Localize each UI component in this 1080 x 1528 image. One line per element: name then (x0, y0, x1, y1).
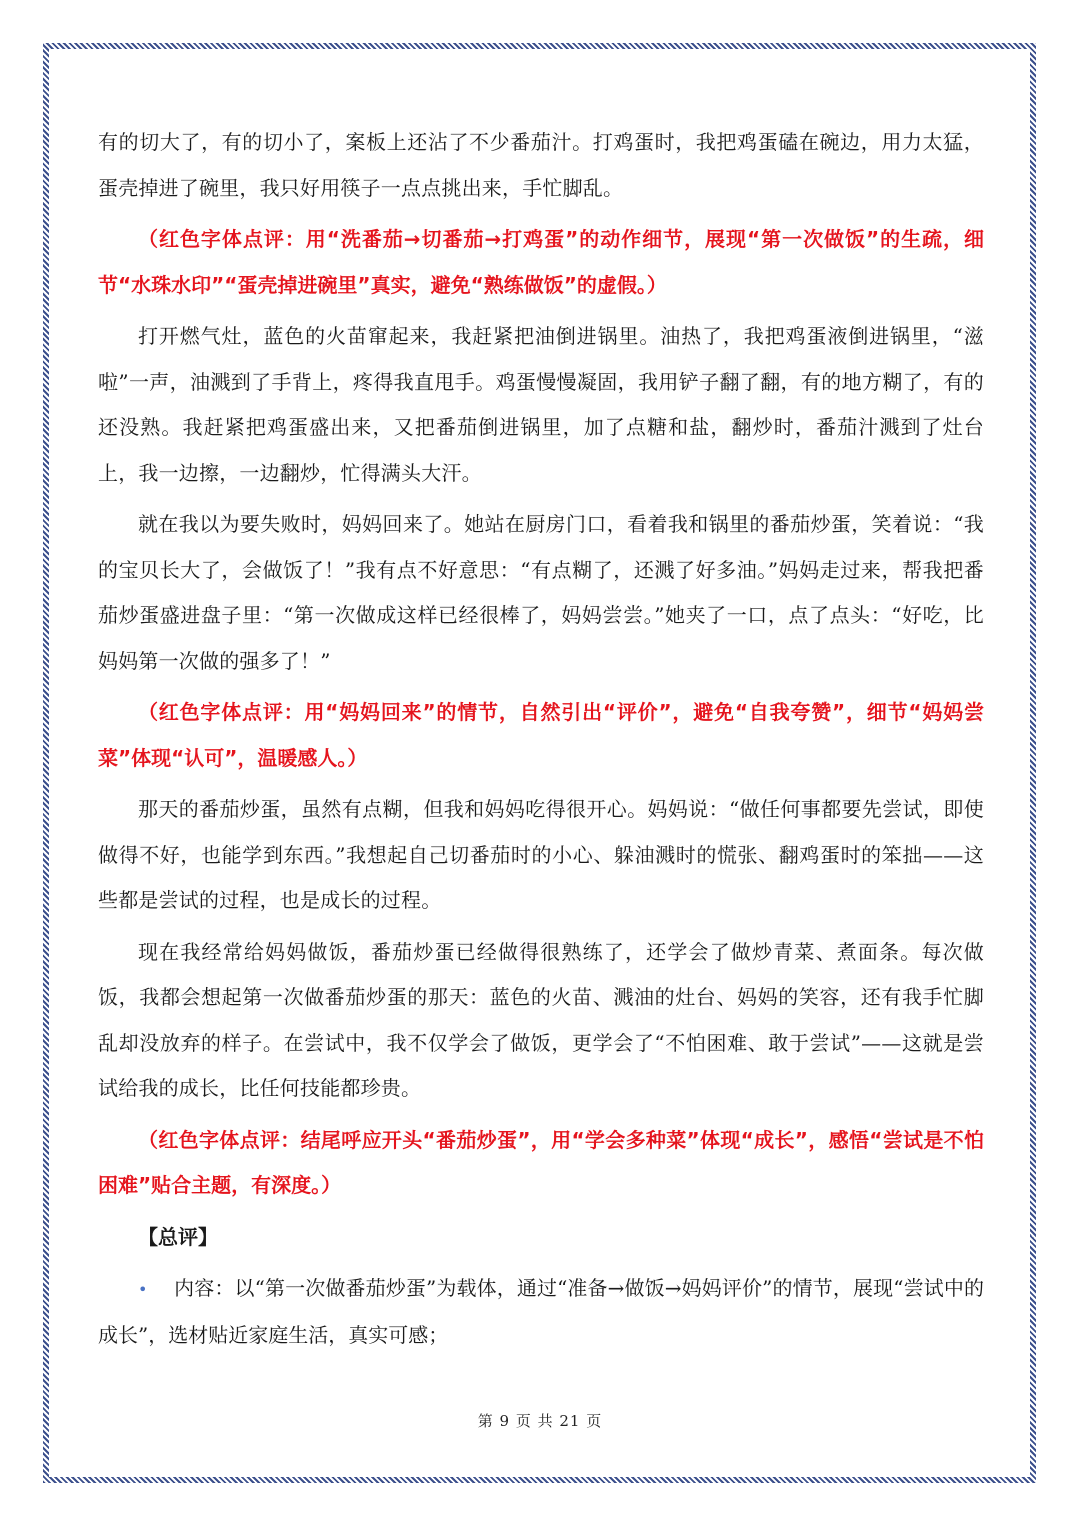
summary-title: 【总评】 (138, 1224, 218, 1249)
bullet-icon: • (138, 1280, 148, 1299)
paragraph-continued: 有的切大了，有的切小了，案板上还沾了不少番茄汁。打鸡蛋时，我把鸡蛋磕在碗边，用力太猛，蛋壳掉进了碗里，我只好用筷子一点点挑出来，手忙脚乱。 (98, 130, 984, 200)
paragraph-reflection: 那天的番茄炒蛋，虽然有点糊，但我和妈妈吃得很开心。妈妈说：“做任何事都要先尝试，即使做得不好，也能学到东西。”我想起自己切番茄时的小心、躲油溅时的慌张、翻鸡蛋时的笨拙——这些都是尝试的过程，也是成长的过程。 (98, 797, 984, 912)
paragraph-mom-returns: 就在我以为要失败时，妈妈回来了。她站在厨房门口，看着我和锅里的番茄炒蛋，笑着说：“我的宝贝长大了，会做饭了！”我有点不好意思：“有点糊了，还溅了好多油。”妈妈走过来，帮我把番茄炒蛋盛进盘子里：“第一次做成这样已经很棒了，妈妈尝尝。”她夹了一口，点了点头：“好吃，比妈妈第一次做的强多了！” (98, 512, 984, 673)
red-comment-3: （红色字体点评：结尾呼应开头“番茄炒蛋”，用“学会多种菜”体现“成长”，感悟“尝试是不怕困难”贴合主题，有深度。） (98, 1127, 984, 1197)
page-footer: 第 9 页 共 21 页 (477, 1412, 603, 1430)
document-body (98, 120, 984, 1358)
summary-item (98, 1266, 984, 1358)
red-comment-2: （红色字体点评：用“妈妈回来”的情节，自然引出“评价”，避免“自我夸赞”，细节“妈妈尝菜”体现“认可”，温暖感人。） (98, 700, 984, 770)
summary-item-text: 内容：以“第一次做番茄炒蛋”为载体，通过“准备→做饭→妈妈评价”的情节，展现“尝试中的成长”，选材贴近家庭生活，真实可感； (98, 1276, 984, 1347)
paragraph-ending: 现在我经常给妈妈做饭，番茄炒蛋已经做得很熟练了，还学会了做炒青菜、煮面条。每次做饭，我都会想起第一次做番茄炒蛋的那天：蓝色的火苗、溅油的灶台、妈妈的笑容，还有我手忙脚乱却没放弃的样子。在尝试中，我不仅学会了做饭，更学会了“不怕困难、敢于尝试”——这就是尝试给我的成长，比任何技能都珍贵。 (98, 939, 984, 1100)
red-comment-1: （红色字体点评：用“洗番茄→切番茄→打鸡蛋”的动作细节，展现“第一次做饭”的生疏，细节“水珠水印”“蛋壳掉进碗里”真实，避免“熟练做饭”的虚假。） (98, 227, 984, 297)
paragraph-stove: 打开燃气灶，蓝色的火苗窜起来，我赶紧把油倒进锅里。油热了，我把鸡蛋液倒进锅里，“滋啦”一声，油溅到了手背上，疼得我直甩手。鸡蛋慢慢凝固，我用铲子翻了翻，有的地方糊了，有的还没熟。我赶紧把鸡蛋盛出来，又把番茄倒进锅里，加了点糖和盐，翻炒时，番茄汁溅到了灶台上，我一边擦，一边翻炒，忙得满头大汗。 (98, 324, 984, 485)
